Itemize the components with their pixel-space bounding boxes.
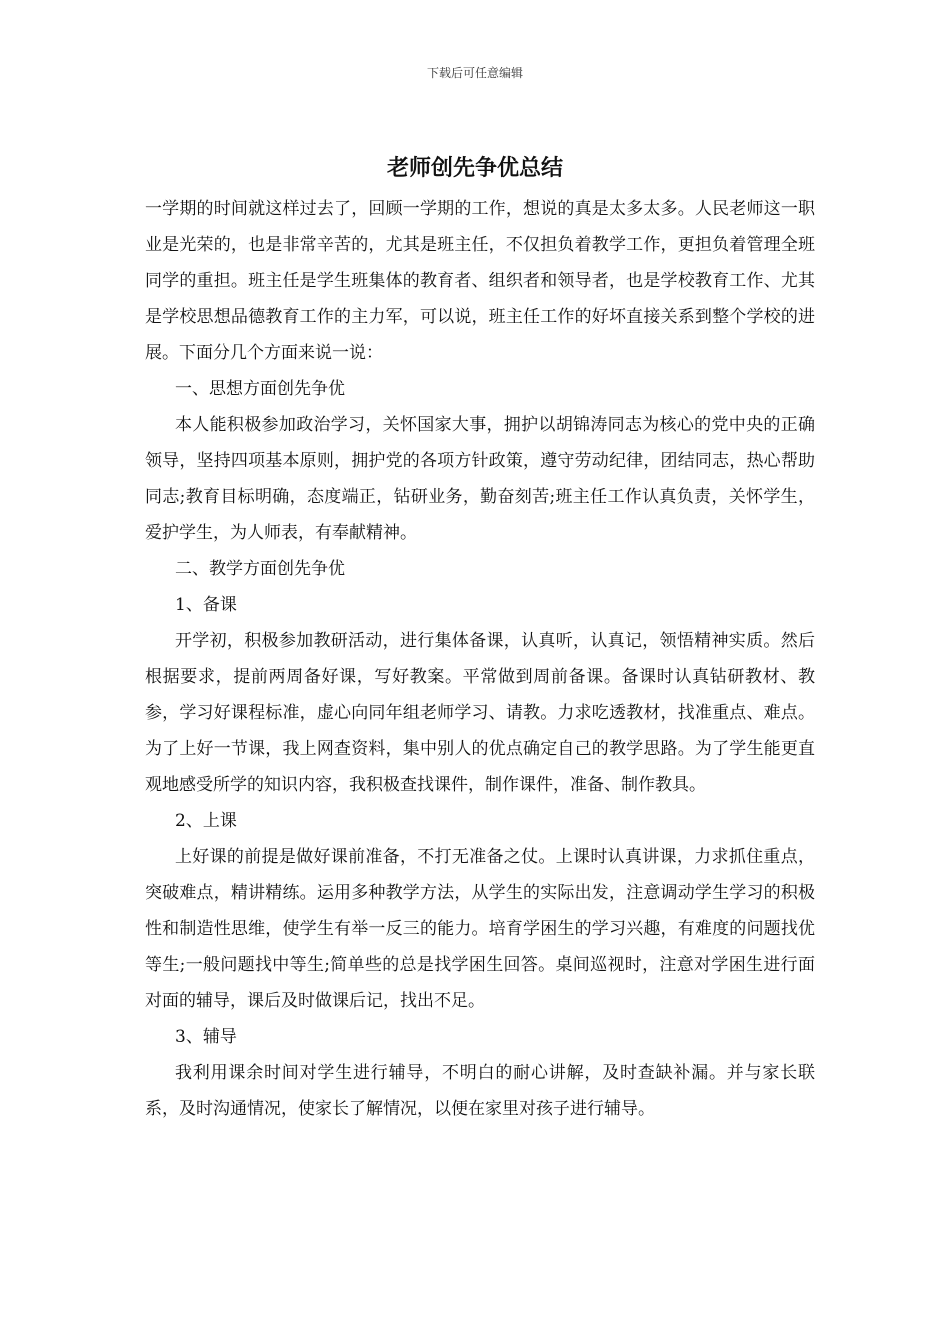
section-heading-teaching: 二、教学方面创先争优 [175, 559, 345, 579]
class-paragraph: 上好课的前提是做好课前准备，不打无准备之仗。上课时认真讲课，力求抓住重点，突破难点，精讲精练。运用多种教学方法，从学生的实际出发，注意调动学生学习的积极性和制造性思维，使学生有举一反三的能力。培育学困生的学习兴趣，有难度的问题找优等生;一般问题找中等生;简单些的总是找学困生回答。桌间巡视时，注意对学困生进行面对面的辅导，课后及时做课后记，找出不足。 [145, 847, 815, 1011]
subheading-class: 2、上课 [175, 811, 237, 831]
intro-paragraph: 一学期的时间就这样过去了，回顾一学期的工作，想说的真是太多太多。人民老师这一职业是光荣的，也是非常辛苦的，尤其是班主任，不仅担负着教学工作，更担负着管理全班同学的重担。班主任是学生班集体的教育者、组织者和领导者，也是学校教育工作、尤其是学校思想品德教育工作的主力军，可以说，班主任工作的好坏直接关系到整个学校的进展。下面分几个方面来说一说： [145, 199, 815, 363]
ideology-paragraph: 本人能积极参加政治学习，关怀国家大事，拥护以胡锦涛同志为核心的党中央的正确领导，坚持四项基本原则，拥护党的各项方针政策，遵守劳动纪律，团结同志，热心帮助同志;教育目标明确，态度端正，钻研业务，勤奋刻苦;班主任工作认真负责，关怀学生，爱护学生，为人师表，有奉献精神。 [145, 415, 815, 543]
subheading-tutoring: 3、辅导 [175, 1027, 237, 1047]
document-body [145, 191, 815, 1127]
section-heading-ideology: 一、思想方面创先争优 [175, 379, 345, 399]
subheading-lesson-prep: 1、备课 [175, 595, 237, 615]
page-header-note: 下载后可任意编辑 [426, 66, 523, 80]
tutoring-paragraph: 我利用课余时间对学生进行辅导，不明白的耐心讲解，及时查缺补漏。并与家长联系，及时沟通情况，使家长了解情况，以便在家里对孩子进行辅导。 [145, 1063, 815, 1119]
document-title: 老师创先争优总结 [386, 155, 563, 181]
lesson-prep-paragraph: 开学初，积极参加教研活动，进行集体备课，认真听，认真记，领悟精神实质。然后根据要求，提前两周备好课，写好教案。平常做到周前备课。备课时认真钻研教材、教参，学习好课程标准，虚心向同年组老师学习、请教。力求吃透教材，找准重点、难点。为了上好一节课，我上网查资料，集中别人的优点确定自己的教学思路。为了学生能更直观地感受所学的知识内容，我积极查找课件，制作课件，准备、制作教具。 [145, 631, 815, 795]
